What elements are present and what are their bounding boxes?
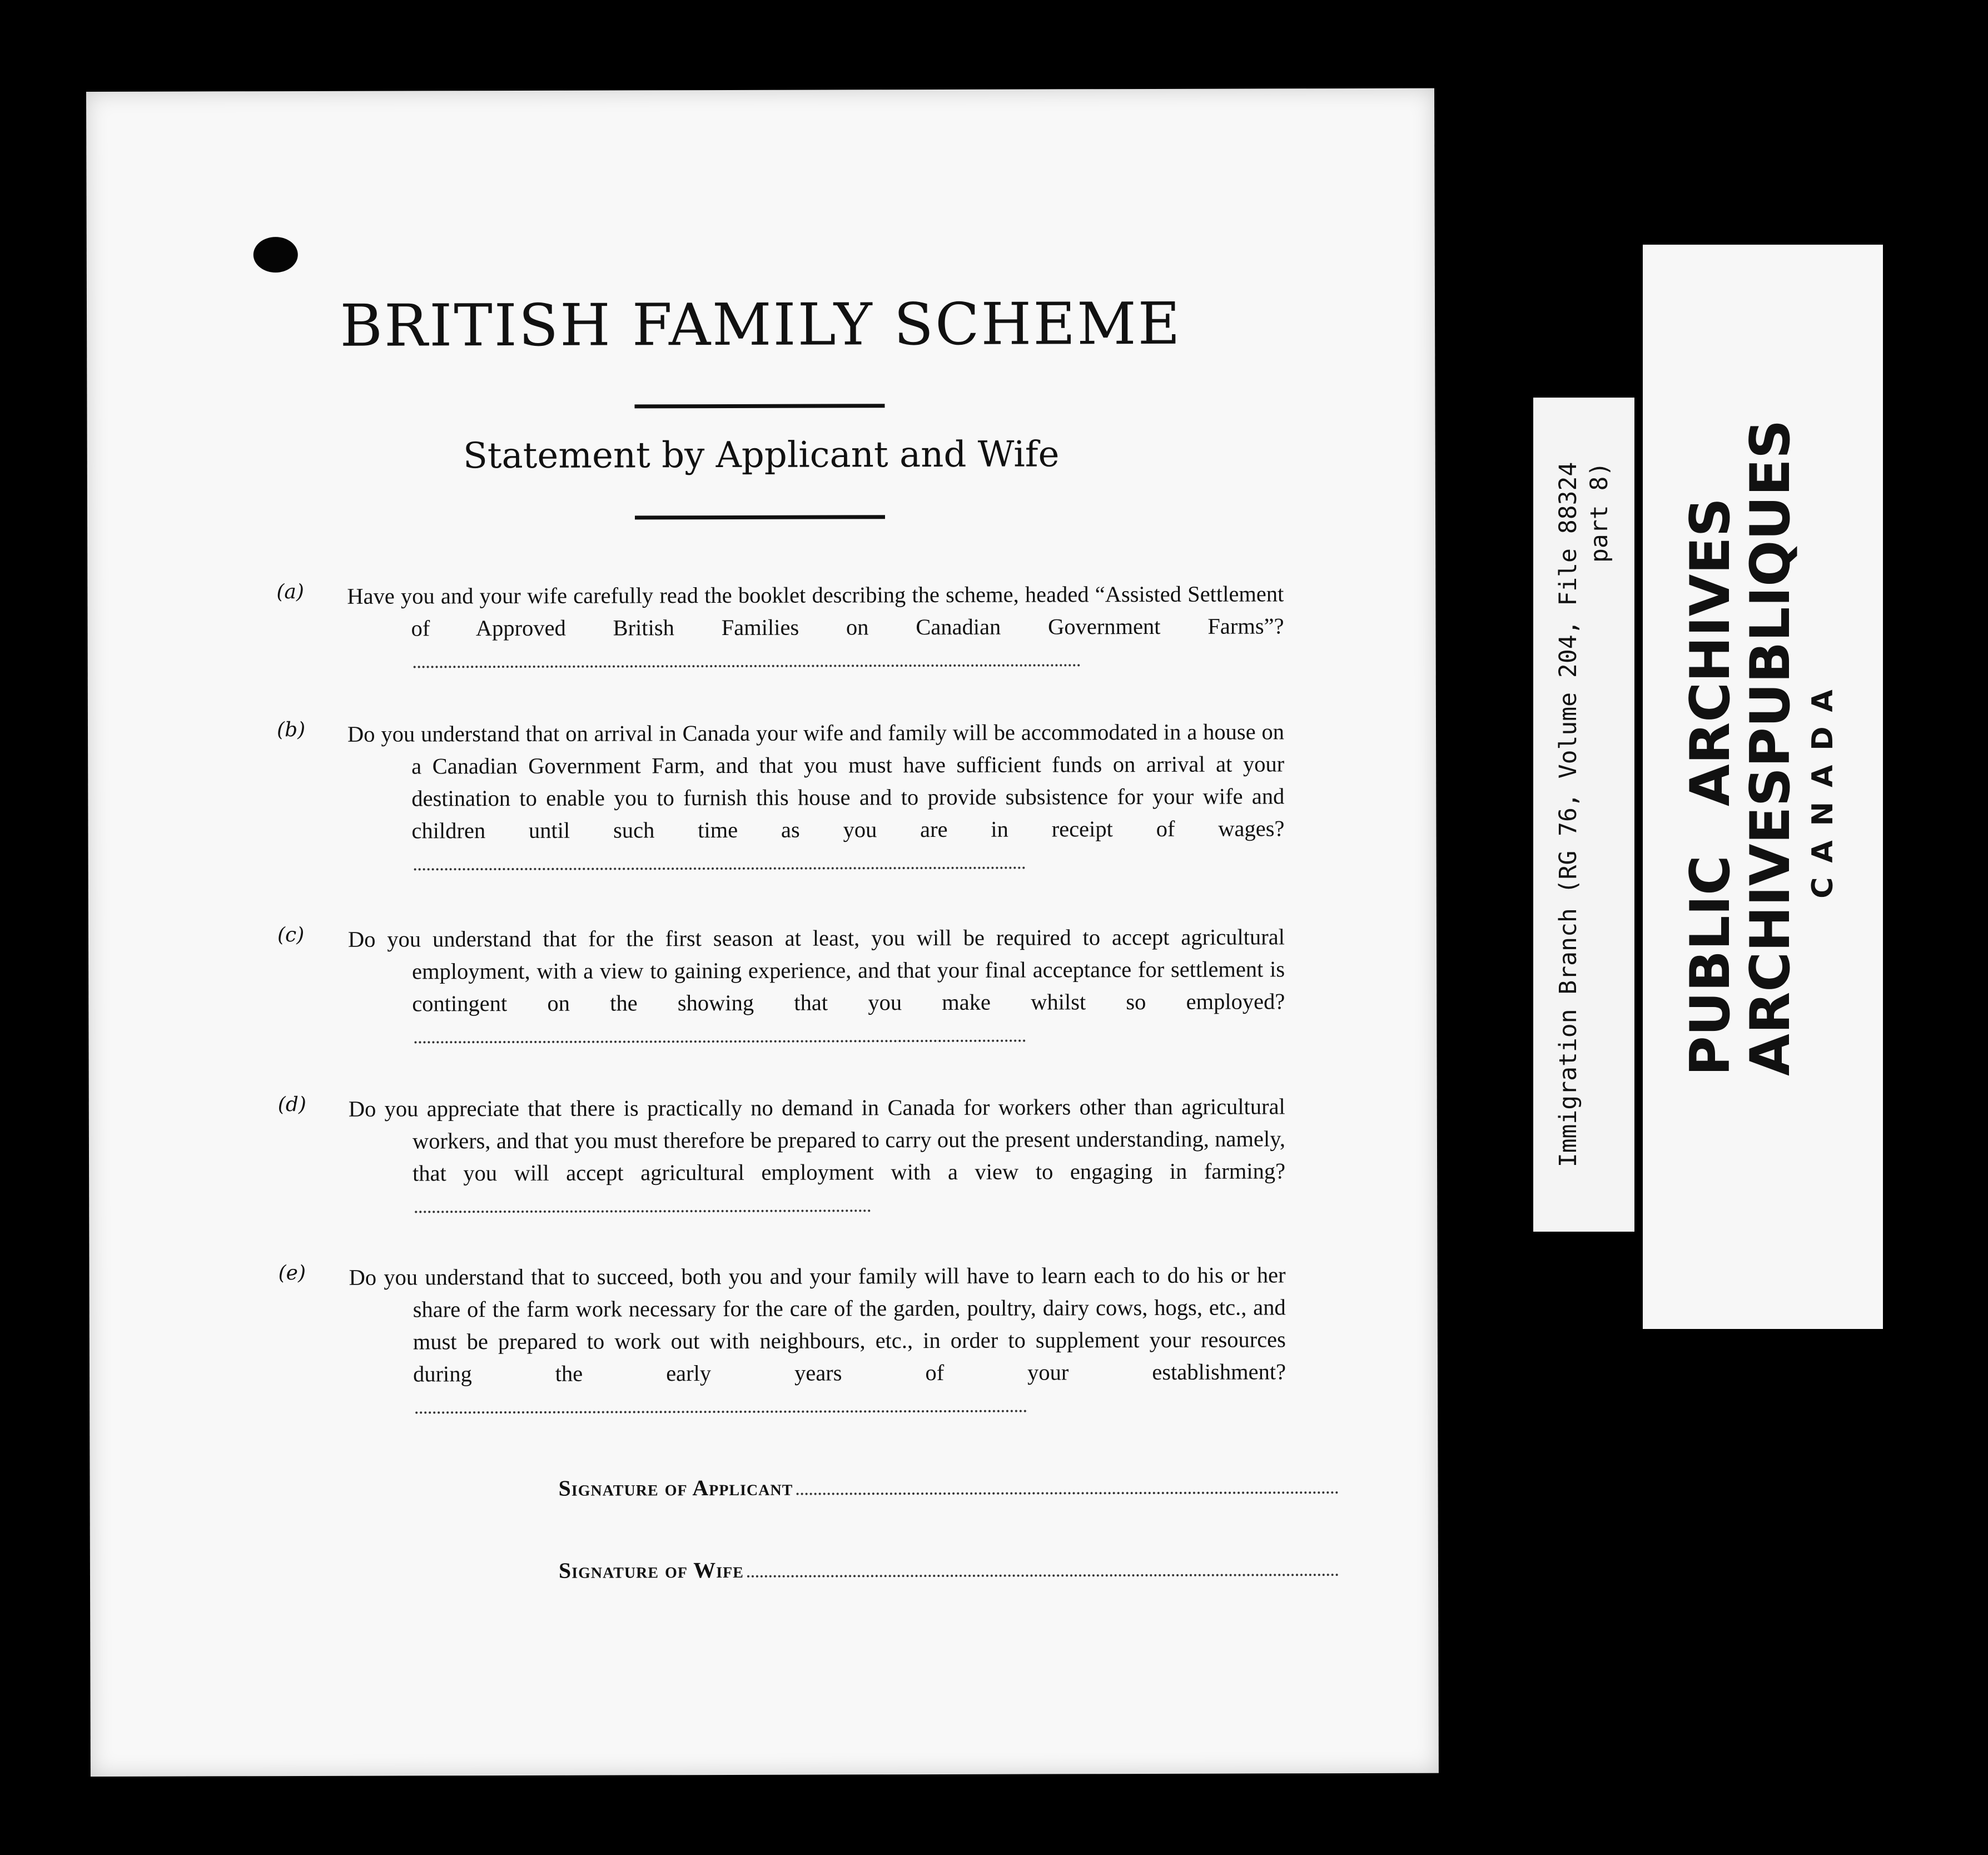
answer-dotted-line xyxy=(415,1209,871,1213)
applicant-signature-line[interactable] xyxy=(796,1491,1338,1495)
punch-hole xyxy=(254,237,298,272)
question-letter: (e) xyxy=(278,1261,306,1285)
stamp-word: PUBLIQUES xyxy=(1739,419,1802,767)
title-rule xyxy=(634,404,884,408)
answer-dotted-line xyxy=(414,866,1026,871)
stamp-word: ARCHIVES xyxy=(1679,498,1742,807)
stamp-row-2 xyxy=(1739,419,1802,1076)
question-letter: (c) xyxy=(277,923,305,947)
question-text: Have you and your wife carefully read the booklet describing the scheme, headed “Assisted Settlement of Approved British Families on Canadian Government Farms”? xyxy=(347,581,1284,641)
question-text: Do you appreciate that there is practically no demand in Canada for workers other than agricultural workers, and that you must therefore be prepared to carry out the present understanding, namely, that you will accept agricultural employment with a view to engaging in farming? xyxy=(348,1094,1286,1186)
question-text-container xyxy=(348,921,1285,1052)
form-page xyxy=(86,88,1439,1777)
public-archives-stamp xyxy=(1679,419,1845,1076)
question-text: Do you understand that on arrival in Canada your wife and family will be accommodated in a house on a Canadian Government Farm, and that you must have sufficient funds on arrival at your destination to enable you to furnish this house and to provide subsistence for your wife and children until such time as you are in receipt of wages? xyxy=(347,719,1285,844)
question-text-container xyxy=(347,578,1284,677)
question-text-container xyxy=(349,1259,1286,1422)
archive-reference-label xyxy=(1533,398,1634,1232)
archive-reference-line-2: part 8) xyxy=(1586,462,1613,563)
question-a xyxy=(87,578,1435,641)
question-text-container xyxy=(349,1090,1286,1222)
question-text: Do you understand that to succeed, both you and your family will have to learn each to do his or her share of the farm work necessary for the care of the garden, poultry, dairy cows, hogs, etc., and must be prepared to work out with neighbours, etc., in order to supplement your resources during the early years of your establishment? xyxy=(349,1262,1286,1387)
public-archives-label xyxy=(1643,245,1883,1329)
question-text-container xyxy=(347,716,1285,879)
applicant-signature-row xyxy=(559,1473,1339,1503)
stamp-row-1 xyxy=(1681,498,1741,1076)
answer-dotted-line xyxy=(415,1410,1027,1414)
wife-signature-label: Signature of Wife xyxy=(558,1557,744,1583)
wife-signature-line[interactable] xyxy=(747,1574,1339,1578)
question-letter: (a) xyxy=(276,580,304,604)
archive-reference-text xyxy=(1553,462,1615,1168)
answer-dotted-line xyxy=(414,1039,1026,1044)
question-letter: (d) xyxy=(277,1093,306,1117)
form-subtitle: Statement by Applicant and Wife xyxy=(463,434,1060,477)
question-text: Do you understand that for the first season at least, you will be required to accept agricultural employment, with a view to gaining experience, and that your final acceptance for settlement is contingent on the showing that you make whilst so employed? xyxy=(347,924,1285,1016)
question-d xyxy=(89,1090,1437,1186)
question-e xyxy=(90,1259,1438,1387)
stamp-word: PUBLIC xyxy=(1679,855,1742,1076)
form-title: BRITISH FAMILY SCHEME xyxy=(340,289,1182,360)
subtitle-rule xyxy=(635,515,885,519)
question-c xyxy=(88,921,1437,1016)
stamp-country: CANADA xyxy=(1806,675,1840,899)
question-b xyxy=(88,716,1436,844)
archive-reference-line-1: Immigration Branch (RG 76, Volume 204, File 88324 xyxy=(1554,462,1582,1168)
answer-dotted-line xyxy=(414,663,1081,668)
question-letter: (b) xyxy=(276,718,306,742)
stamp-word: ARCHIVES xyxy=(1739,767,1802,1076)
applicant-signature-label: Signature of Applicant xyxy=(558,1475,793,1501)
wife-signature-row xyxy=(559,1555,1339,1585)
